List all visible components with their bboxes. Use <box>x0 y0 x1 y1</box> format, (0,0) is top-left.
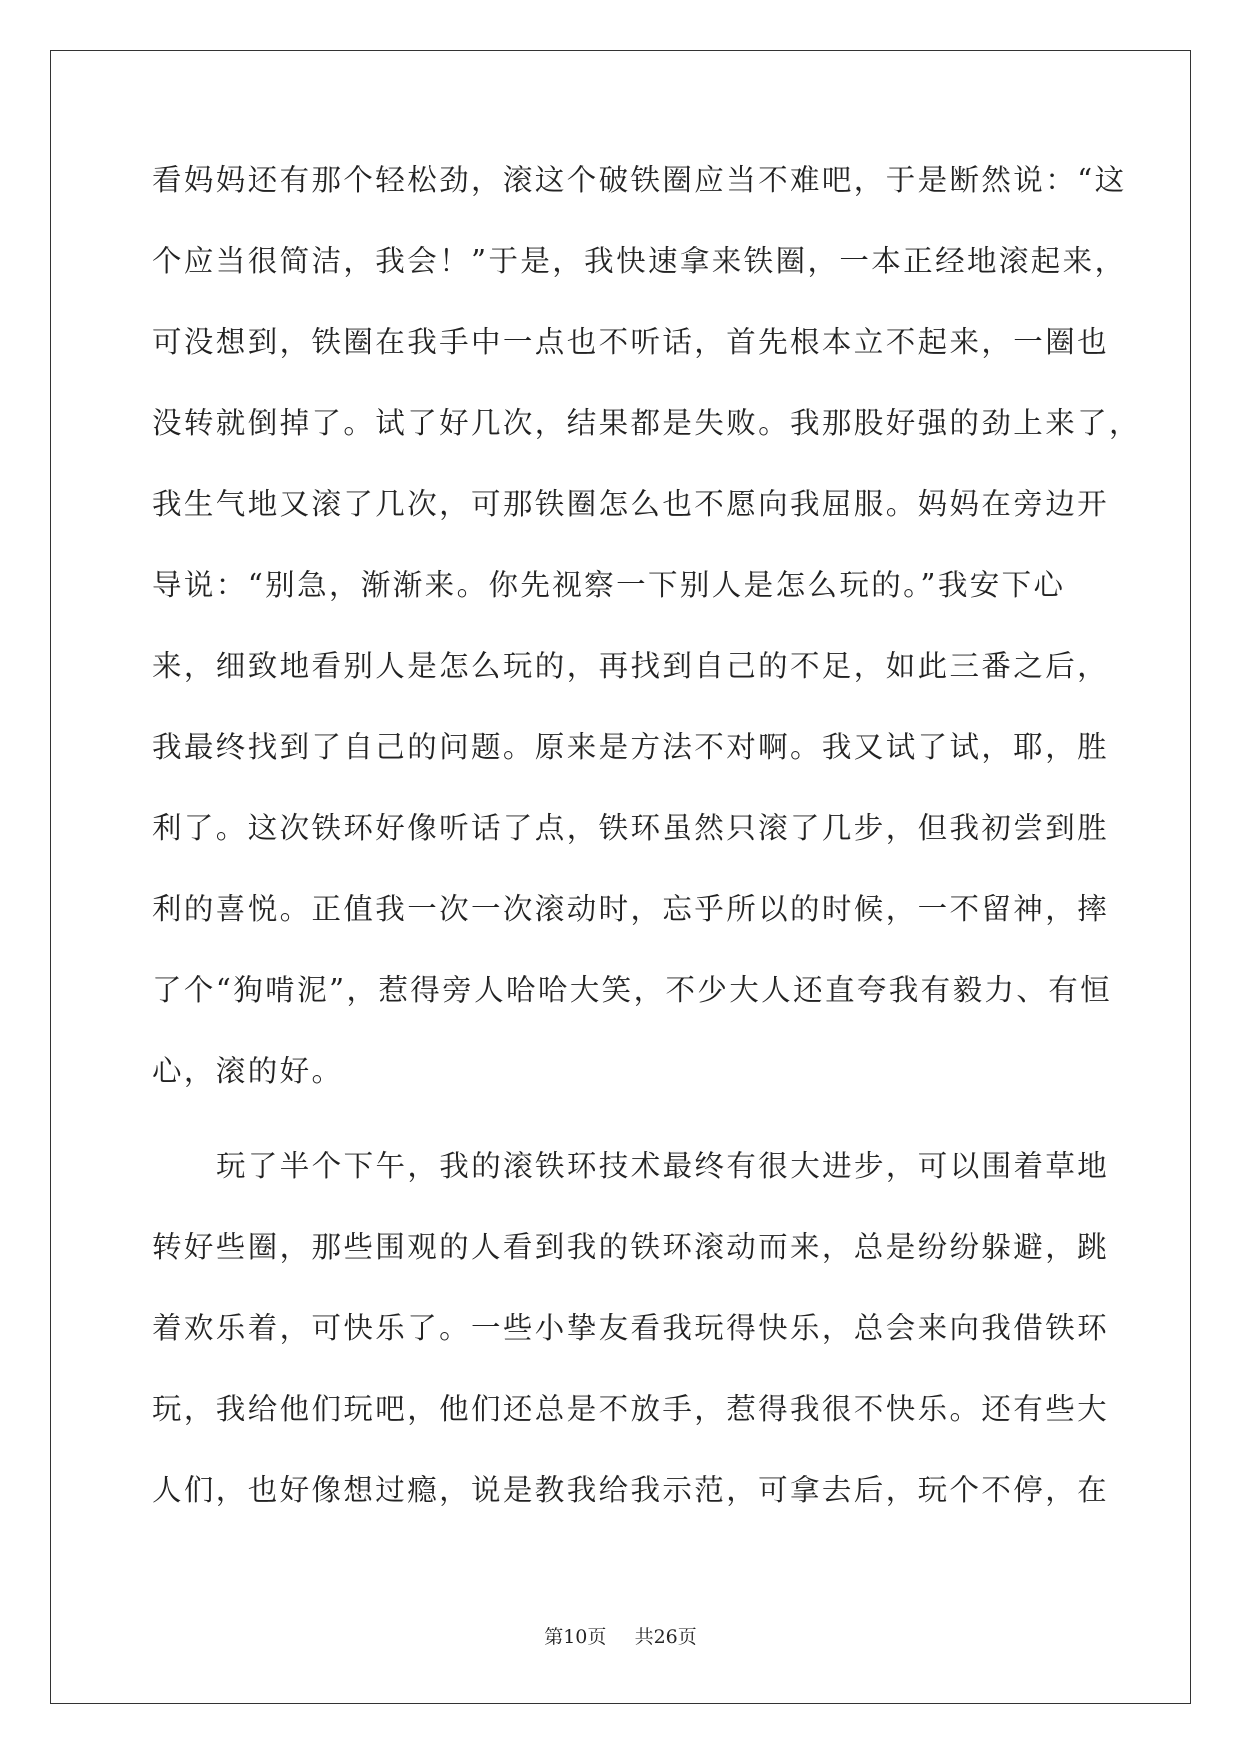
text-line: 个应当很简洁，我会！”于是，我快速拿来铁圈，一本正经地滚起来， <box>152 244 1127 278</box>
text-line: 心，滚的好。 <box>152 1054 344 1088</box>
text-line: 来，细致地看别人是怎么玩的，再找到自己的不足，如此三番之后， <box>152 649 1110 683</box>
text-line: 利的喜悦。正值我一次一次滚动时，忘乎所以的时候，一不留神，摔 <box>152 892 1110 926</box>
text-line: 着欢乐着，可快乐了。一些小挚友看我玩得快乐，总会来向我借铁环 <box>152 1311 1110 1345</box>
paragraph-first-line: 玩了半个下午，我的滚铁环技术最终有很大进步，可以围着草地 <box>216 1149 1110 1183</box>
text-line: 利了。这次铁环好像听话了点，铁环虽然只滚了几步，但我初尝到胜 <box>152 811 1110 845</box>
text-line: 人们，也好像想过瘾，说是教我给我示范，可拿去后，玩个不停，在 <box>152 1473 1110 1507</box>
text-line: 了个“狗啃泥”，惹得旁人哈哈大笑，不少大人还直夸我有毅力、有恒 <box>152 973 1113 1007</box>
page-footer <box>0 1622 1241 1649</box>
page-number: 第10页 <box>544 1626 607 1648</box>
document-body <box>152 160 1141 1551</box>
text-line: 玩，我给他们玩吧，他们还总是不放手，惹得我很不快乐。还有些大 <box>152 1392 1110 1426</box>
text-line: 看妈妈还有那个轻松劲，滚这个破铁圈应当不难吧，于是断然说：“这 <box>152 163 1127 197</box>
total-pages: 共26页 <box>634 1626 697 1648</box>
text-line: 导说：“别急，渐渐来。你先视察一下别人是怎么玩的。”我安下心 <box>152 568 1066 602</box>
text-line: 可没想到，铁圈在我手中一点也不听话，首先根本立不起来，一圈也 <box>152 325 1110 359</box>
text-line: 转好些圈，那些围观的人看到我的铁环滚动而来，总是纷纷躲避，跳 <box>152 1230 1110 1264</box>
text-line: 没转就倒掉了。试了好几次，结果都是失败。我那股好强的劲上来了， <box>152 406 1141 440</box>
text-line: 我最终找到了自己的问题。原来是方法不对啊。我又试了试，耶，胜 <box>152 730 1110 764</box>
text-line: 我生气地又滚了几次，可那铁圈怎么也不愿向我屈服。妈妈在旁边开 <box>152 487 1110 521</box>
